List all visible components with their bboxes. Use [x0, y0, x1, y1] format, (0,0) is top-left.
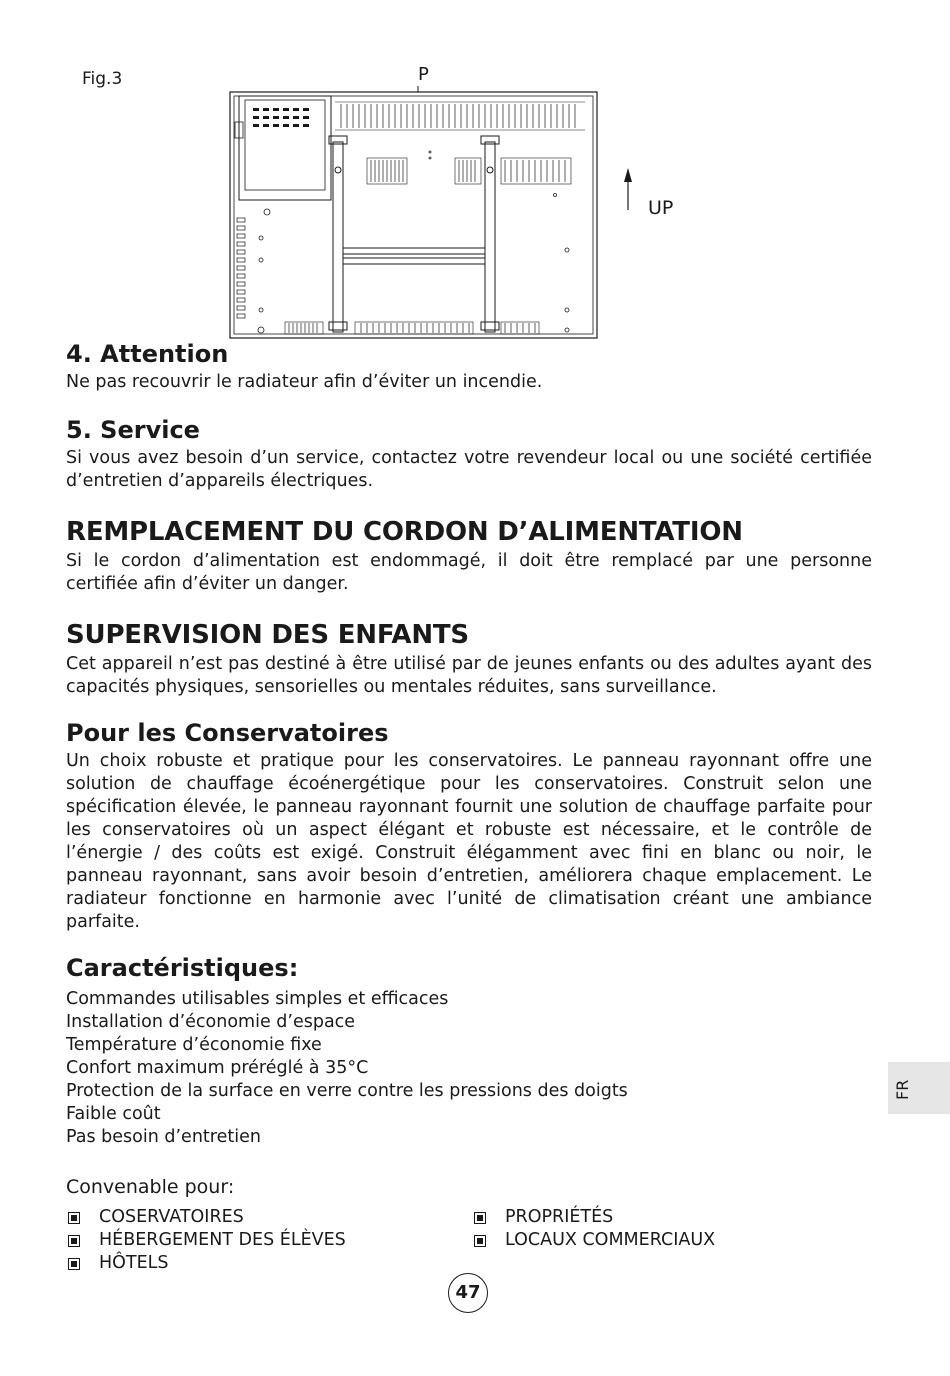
features-heading: Caractéristiques: [66, 954, 299, 982]
heater-back-diagram [225, 60, 705, 345]
checkbox-icon [68, 1212, 80, 1224]
children-heading: SUPERVISION DES ENFANTS [66, 620, 469, 650]
list-item: Faible coût [66, 1104, 161, 1124]
list-item: LOCAUX COMMERCIAUX [472, 1229, 872, 1252]
suitable-heading: Convenable pour: [66, 1176, 235, 1198]
conservatories-text: Un choix robuste et pratique pour les conservatoires. Le panneau rayonnant offre une solution de chauffage écoénergétique pour les conservatoires. Construit selon une spécification élevée, le panneau rayonnant fournit une solution de chauffage parfaite pour les conservatoires où un aspect élégant et robuste est nécessaire, et le contrôle de l’énergie / des coûts est exigé. Construit élégamment avec fini en blanc ou noir, le panneau rayonnant, sans avoir besoin d’entretien, améliorera chaque emplacement. Le radiateur fonctionne en harmonie avec l’unité de climatisation créant une ambiance parfaite. [66, 751, 872, 932]
conservatories-heading: Pour les Conservatoires [66, 719, 389, 747]
cord-text: Si le cordon d’alimentation est endommagé, il doit être remplacé par une personne certifiée afin d’éviter un danger. [66, 551, 872, 594]
page-number: 47 [448, 1273, 488, 1313]
figure-label: Fig.3 [82, 69, 123, 89]
children-text: Cet appareil n’est pas destiné à être utilisé par de jeunes enfants ou des adultes ayant des capacités physiques, sensorielles ou mentales réduites, sans surveillance. [66, 654, 872, 697]
list-item: COSERVATOIRES [66, 1206, 472, 1229]
checkbox-icon [68, 1235, 80, 1247]
diagram-up-label: UP [648, 197, 674, 219]
list-item: PROPRIÉTÉS [472, 1206, 872, 1229]
language-tab-label: FR [893, 1079, 912, 1100]
suitable-list [66, 1206, 872, 1275]
service-heading: 5. Service [66, 416, 200, 444]
list-item: Commandes utilisables simples et efficaces [66, 989, 449, 1009]
list-item: HÔTELS [66, 1252, 472, 1275]
attention-text: Ne pas recouvrir le radiateur afin d’éviter un incendie. [66, 372, 543, 392]
list-item: Confort maximum préréglé à 35°C [66, 1058, 369, 1078]
features-list [66, 988, 872, 1149]
list-item: Installation d’économie d’espace [66, 1012, 356, 1032]
service-text: Si vous avez besoin d’un service, contactez votre revendeur local ou une société certifiée d’entretien d’appareils électriques. [66, 448, 872, 491]
attention-heading: 4. Attention [66, 340, 229, 368]
list-item: HÉBERGEMENT DES ÉLÈVES [66, 1229, 472, 1252]
checkbox-icon [68, 1258, 80, 1270]
checkbox-icon [474, 1235, 486, 1247]
list-item: Pas besoin d’entretien [66, 1127, 261, 1147]
list-item: Température d’économie fixe [66, 1035, 322, 1055]
checkbox-icon [474, 1212, 486, 1224]
list-item: Protection de la surface en verre contre les pressions des doigts [66, 1081, 628, 1101]
cord-heading: REMPLACEMENT DU CORDON D’ALIMENTATION [66, 517, 743, 547]
diagram-top-label: P [418, 64, 429, 85]
main-content [66, 340, 872, 1275]
